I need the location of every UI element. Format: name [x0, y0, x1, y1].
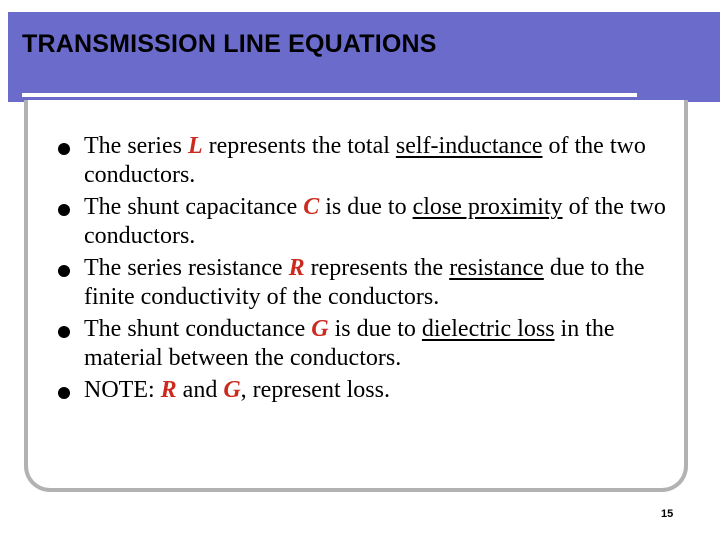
bullet-item-shunt-capacitance: [58, 193, 688, 251]
bullet-text: The series: [84, 133, 188, 159]
bullet-text: The series resistance: [84, 255, 289, 281]
bullet-text: represents the: [304, 255, 450, 281]
bullet-list: [58, 132, 688, 408]
bullet-text: of the two conductors.: [84, 194, 666, 249]
bullet-text: is due to: [328, 316, 422, 342]
bullet-dot-icon: [58, 204, 70, 216]
bullet-text: The shunt conductance: [84, 316, 312, 342]
bullet-text: , represent loss.: [240, 377, 390, 403]
slide-title: TRANSMISSION LINE EQUATIONS: [22, 30, 437, 58]
underlined-term: resistance: [449, 255, 544, 281]
variable-symbol: G: [223, 377, 241, 403]
bullet-dot-icon: [58, 143, 70, 155]
bullet-text: represents the total: [202, 133, 396, 159]
bullet-text: and: [176, 377, 224, 403]
bullet-dot-icon: [58, 265, 70, 277]
slide-number: 15: [661, 508, 674, 520]
variable-symbol: G: [311, 316, 329, 342]
bullet-dot-icon: [58, 387, 70, 399]
bullet-text: is due to: [319, 194, 413, 220]
bullet-dot-icon: [58, 326, 70, 338]
variable-symbol: L: [187, 133, 203, 159]
bullet-item-series-inductance: [58, 132, 688, 190]
variable-symbol: R: [160, 377, 177, 403]
variable-symbol: R: [288, 255, 305, 281]
bullet-text: due to the finite conductivity of the conductors.: [84, 255, 645, 310]
bullet-item-note: [58, 376, 688, 405]
underlined-term: close proximity: [412, 194, 563, 220]
underlined-term: dielectric loss: [421, 316, 555, 342]
bullet-item-shunt-conductance: [58, 315, 688, 373]
bullet-item-series-resistance: [58, 254, 688, 312]
variable-symbol: C: [303, 194, 320, 220]
bullet-text: of the two conductors.: [84, 133, 646, 188]
underlined-term: self-inductance: [395, 133, 543, 159]
bullet-text: in the material between the conductors.: [84, 316, 615, 371]
bullet-text: NOTE:: [84, 377, 161, 403]
title-underline-rule: [22, 93, 637, 97]
bullet-text: The shunt capacitance: [84, 194, 304, 220]
